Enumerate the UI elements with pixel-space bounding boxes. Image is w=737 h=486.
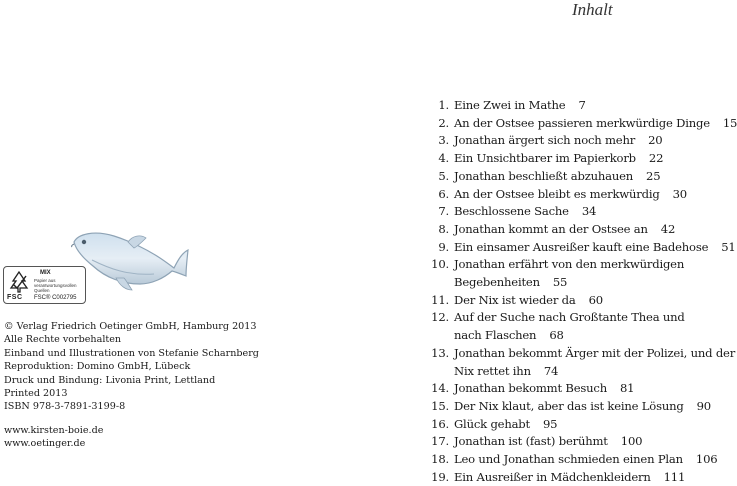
toc-entry [423, 380, 720, 398]
toc-entry-title: Begebenheiten [454, 275, 540, 290]
toc-entry-title: Jonathan beschließt abzuhauen [454, 168, 634, 183]
toc-entry-page: 81 [619, 381, 635, 396]
toc-entry-page: 15 [722, 115, 737, 130]
imprint-line: Reproduktion: Domino GmbH, Lübeck [4, 361, 191, 373]
imprint-line: Alle Rechte vorbehalten [4, 334, 122, 346]
toc-entry [423, 309, 720, 327]
fsc-brand-text: FSC [7, 294, 23, 301]
toc-entry-title: Nix rettet ihn [454, 363, 531, 378]
website-links [4, 424, 103, 451]
toc-entry [423, 363, 720, 381]
toc-entry-title: nach Flaschen [454, 328, 537, 343]
toc-entry [423, 327, 720, 345]
toc-entry-page: 7 [578, 98, 586, 112]
toc-entry-number: 5. [438, 168, 449, 183]
toc-entry-page: 34 [581, 204, 597, 219]
toc-entry-page: 55 [552, 275, 568, 290]
toc-entry-number: 3. [438, 133, 449, 148]
toc-entry-number [423, 274, 449, 292]
toc-entry [423, 433, 720, 451]
fsc-tree-check-icon [7, 270, 31, 294]
toc-entry-title: Ein einsamer Ausreißer kauft eine Badehose [454, 239, 709, 254]
toc-entry-number [423, 327, 449, 345]
toc-entry [423, 203, 720, 221]
page-heading: Inhalt [572, 0, 613, 19]
toc-entry-title: Jonathan bekommt Besuch [454, 381, 607, 396]
toc-entry [423, 345, 736, 363]
toc-entry-number: 1. [438, 98, 449, 112]
toc-entry [423, 292, 720, 310]
fsc-description: Papier aus verantwortungsvollen Quellen [34, 278, 77, 293]
toc-entry-page: 30 [672, 186, 687, 201]
toc-entry [423, 221, 720, 239]
toc-entry-number: 8. [438, 221, 449, 236]
toc-entry-title: Jonathan erfährt von den merkwürdigen [454, 257, 685, 272]
toc-entry-page: 95 [542, 416, 558, 431]
toc-entry-number: 18. [431, 452, 449, 467]
toc-entry [423, 168, 720, 186]
toc-entry-page: 106 [695, 452, 718, 467]
toc-entry-page: 20 [648, 133, 663, 148]
toc-entry-title: Eine Zwei in Mathe [454, 98, 566, 112]
toc-entry-title: Jonathan bekommt Ärger mit der Polizei, und der [454, 345, 736, 360]
toc-entry-title: Jonathan ärgert sich noch mehr [454, 133, 636, 148]
toc-entry-page: 74 [543, 363, 559, 378]
table-of-contents [423, 97, 737, 486]
toc-entry-number [423, 363, 449, 381]
imprint-line: Druck und Bindung: Livonia Print, Lettland [4, 374, 216, 386]
toc-entry-title: Jonathan kommt an der Ostsee an [454, 221, 648, 236]
fish-illustration [68, 220, 198, 300]
toc-entry-page: 60 [588, 292, 603, 307]
toc-entry [423, 398, 720, 416]
toc-entry-number: 11. [431, 292, 449, 307]
toc-entry-title: Auf der Suche nach Großtante Thea und [454, 310, 685, 325]
toc-entry-page: 42 [660, 221, 676, 236]
toc-entry-page: 111 [663, 469, 686, 484]
toc-entry-number: 17. [431, 434, 449, 449]
toc-entry-title: Der Nix klaut, aber das ist keine Lösung [454, 398, 684, 413]
toc-entry-title: Leo und Jonathan schmieden einen Plan [454, 452, 683, 467]
toc-entry [423, 186, 720, 204]
toc-entry-number: 13. [431, 345, 449, 360]
toc-entry-page: 100 [620, 434, 643, 449]
toc-entry-page: 68 [549, 328, 564, 343]
toc-entry-number: 16. [431, 416, 449, 431]
toc-entry-number: 14. [431, 381, 449, 396]
toc-entry [423, 451, 720, 469]
toc-entry-number: 2. [438, 115, 449, 130]
imprint-line: ISBN 978-3-7891-3199-8 [4, 401, 126, 413]
fsc-license-code: FSC® C002795 [34, 295, 77, 301]
toc-entry [423, 97, 720, 115]
toc-entry-title: Glück gehabt [454, 416, 530, 431]
toc-entry [423, 239, 736, 257]
toc-entry-title: Jonathan ist (fast) berühmt [454, 434, 608, 449]
toc-entry-page: 22 [648, 151, 664, 166]
toc-entry [423, 150, 720, 168]
toc-entry-page: 25 [646, 168, 661, 183]
toc-entry-title: Der Nix ist wieder da [454, 292, 576, 307]
toc-entry-title: An der Ostsee passieren merkwürdige Dinge [454, 115, 710, 130]
toc-entry-title: An der Ostsee bleibt es merkwürdig [454, 186, 660, 201]
toc-entry [423, 132, 720, 150]
toc-entry [423, 416, 720, 434]
toc-entry-number: 15. [431, 398, 449, 413]
toc-entry-title: Ein Unsichtbarer im Papierkorb [454, 151, 636, 166]
toc-entry [423, 469, 720, 486]
fsc-mix-label [3, 266, 86, 304]
toc-entry-number: 4. [438, 151, 449, 166]
imprint-line: © Verlag Friedrich Oetinger GmbH, Hamburg 2013 [4, 321, 257, 332]
toc-entry-title: Ein Ausreißer in Mädchenkleidern [454, 469, 651, 484]
toc-entry [423, 115, 737, 133]
imprint-line: Printed 2013 [4, 388, 68, 400]
website-link[interactable]: www.kirsten-boie.de [4, 425, 104, 436]
toc-entry-number: 10. [431, 257, 449, 272]
toc-entry-title: Beschlossene Sache [454, 204, 569, 219]
toc-entry-page: 51 [721, 239, 736, 254]
website-link[interactable]: www.oetinger.de [4, 438, 86, 450]
imprint-block [4, 320, 259, 414]
toc-entry-page: 90 [696, 398, 711, 413]
toc-entry [423, 274, 720, 292]
fsc-mix-text: MIX [40, 270, 51, 276]
toc-entry-number: 12. [431, 310, 449, 325]
toc-entry-number: 6. [438, 186, 449, 201]
toc-entry-number: 9. [438, 239, 449, 254]
toc-entry-number: 7. [438, 204, 449, 219]
toc-entry-number: 19. [431, 469, 449, 484]
toc-entry [423, 256, 720, 274]
imprint-line: Einband und Illustrationen von Stefanie Scharnberg [4, 347, 259, 359]
